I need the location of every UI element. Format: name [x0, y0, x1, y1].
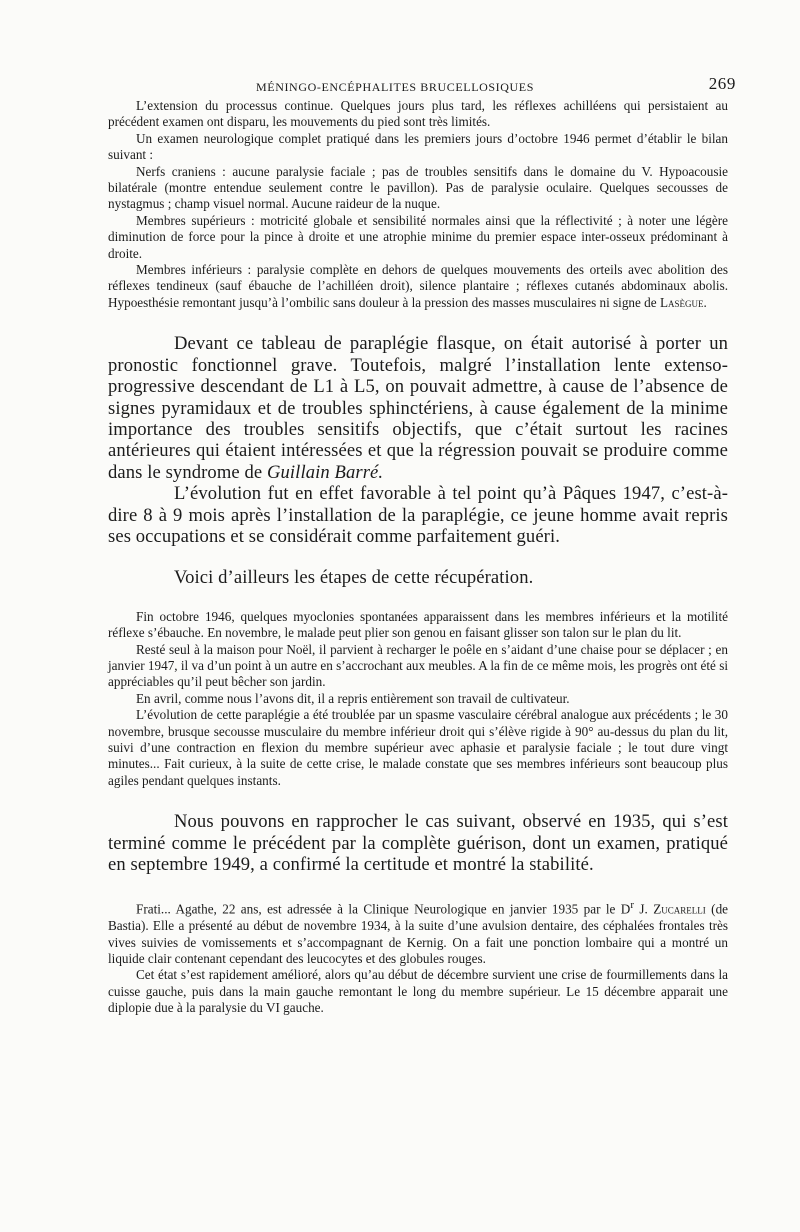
commentary-block-1 [108, 333, 728, 588]
paragraph-text: Membres inférieurs : paralysie complète en dehors de quelques mouvements des orteils avec abolition des réflexes tendineux (sauf ébauche de l’achilléen droit), silence plantaire ; réflexes cutanés abdominaux abolis. Hypoesthésie remontant jusqu’à l’ombilic sans douleur à la pression des masses musculaires ni signe de [108, 262, 728, 310]
lasegue-sign: Lasègue. [659, 294, 707, 310]
paragraph: Un examen neurologique complet pratiqué dans les premiers jours d’octobre 1946 permet d’établir le bilan suivant : [108, 130, 728, 163]
paragraph-text: Frati... Agathe, 22 ans, est adressée à la Clinique Neurologique en janvier 1935 par le D [136, 901, 631, 917]
paragraph: Nerfs craniens : aucune paralysie faciale ; pas de troubles sensitifs dans le domaine du V. Hypoacousie bilatérale (montre entendue seulement contre le pavillon). Pas de paralysie oculaire. Quelques secousses de nystagmus ; champ visuel normal. Aucune raideur de la nuque. [108, 163, 728, 212]
observation-block-2 [108, 609, 728, 789]
paragraph: Fin octobre 1946, quelques myoclonies spontanées apparaissent dans les membres inférieurs et la motilité réflexe s’ébauche. En novembre, le malade peut plier son genou en faisant glisser son talon sur le plan du lit. [108, 608, 728, 641]
observation-block-3 [108, 897, 728, 1016]
paragraph: L’évolution de cette paraplégie a été troublée par un spasme vasculaire cérébral analogue aux précédents ; le 30 novembre, brusque secousse musculaire du membre inférieur droit qui s’élève rigide à 90° au-dessus du plan du lit, suivi d’une contraction en flexion du membre supérieur avec aphasie et paralysie faciale ; le tout dure vingt minutes... Fait curieux, à la suite de cette crise, le malade constate que ses membres inférieurs sont beaucoup plus agiles pendant quelques instants. [108, 707, 728, 788]
paragraph-text: Devant ce tableau de paraplégie flasque, on était autorisé à porter un pronostic fonctionnel grave. Toutefois, malgré l’installation lente extenso-progressive descendant de L1 à L5, on pouvait admettre, à cause de l’absence de signes pyramidaux et de troubles sphinctériens, à cause également de la minime importance des troubles sensitifs objectifs, que c’était surtout les racines antérieures qui étaient intéressées et que la régression pouvait se produire comme dans le syndrome de [108, 333, 728, 483]
paragraph: Nous pouvons en rapprocher le cas suivant, observé en 1935, qui s’est terminé comme le précédent par la complète guérison, dont un examen, pratiqué en septembre 1949, a confirmé la certitude et montré la stabilité. [108, 811, 728, 876]
paragraph [108, 262, 728, 311]
commentary-block-2 [108, 811, 728, 875]
paragraph-text: (de Bastia). Elle a présenté au début de novembre 1934, à la suite d’une avulsion dentaire, des céphalées frontales très vives suivies de vomissements et s’accompagnant de Kernig. On a fait une ponction lombaire qui a montré un liquide clair contenant cependant des leucocytes et des globules rouges. [108, 901, 729, 967]
paragraph: En avril, comme nous l’avons dit, il a repris entièrement son travail de cultivateur. [136, 690, 570, 706]
observation-block-1 [108, 98, 728, 311]
doctor-name: J. Zucarelli [639, 901, 706, 917]
paragraph: Voici d’ailleurs les étapes de cette récupération. [174, 567, 534, 589]
paragraph [108, 333, 728, 483]
paragraph [108, 897, 728, 967]
running-head [108, 70, 736, 98]
running-title: MÉNINGO-ENCÉPHALITES BRUCELLOSIQUES [256, 80, 534, 94]
page-body [108, 70, 736, 1017]
syndrome-name: Guillain Barré. [266, 461, 384, 483]
paragraph: Membres supérieurs : motricité globale et sensibilité normales ainsi que la réflectivité ; à noter une légère diminution de force pour la pince à droite et une atrophie minime du premier espace inter-osseux prédominant à droite. [108, 212, 728, 261]
paragraph: L’extension du processus continue. Quelques jours plus tard, les réflexes achilléens qui persistaient au précédent examen ont disparu, les mouvements du pied sont très limités. [108, 98, 728, 130]
page-number: 269 [708, 74, 736, 93]
doctor-superscript: r [630, 899, 634, 912]
paragraph: L’évolution fut en effet favorable à tel point qu’à Pâques 1947, c’est-à-dire 8 à 9 mois après l’installation de la paraplégie, ce jeune homme avait repris ses occupations et se considérait comme parfaitement guéri. [108, 483, 728, 547]
paragraph: Resté seul à la maison pour Noël, il parvient à recharger le poêle en s’aidant d’une chaise pour se déplacer ; en janvier 1947, il va d’un point à un autre en s’accrochant aux meubles. A la fin de ce même mois, les progrès ont été si appréciables qu’il peut bêcher son jardin. [108, 641, 728, 690]
paragraph: Cet état s’est rapidement amélioré, alors qu’au début de décembre survient une crise de fourmillements dans la cuisse gauche, puis dans la main gauche remontant le long du membre supérieur. Le 15 décembre apparait une diplopie due à la paralysie du VI gauche. [108, 967, 728, 1016]
